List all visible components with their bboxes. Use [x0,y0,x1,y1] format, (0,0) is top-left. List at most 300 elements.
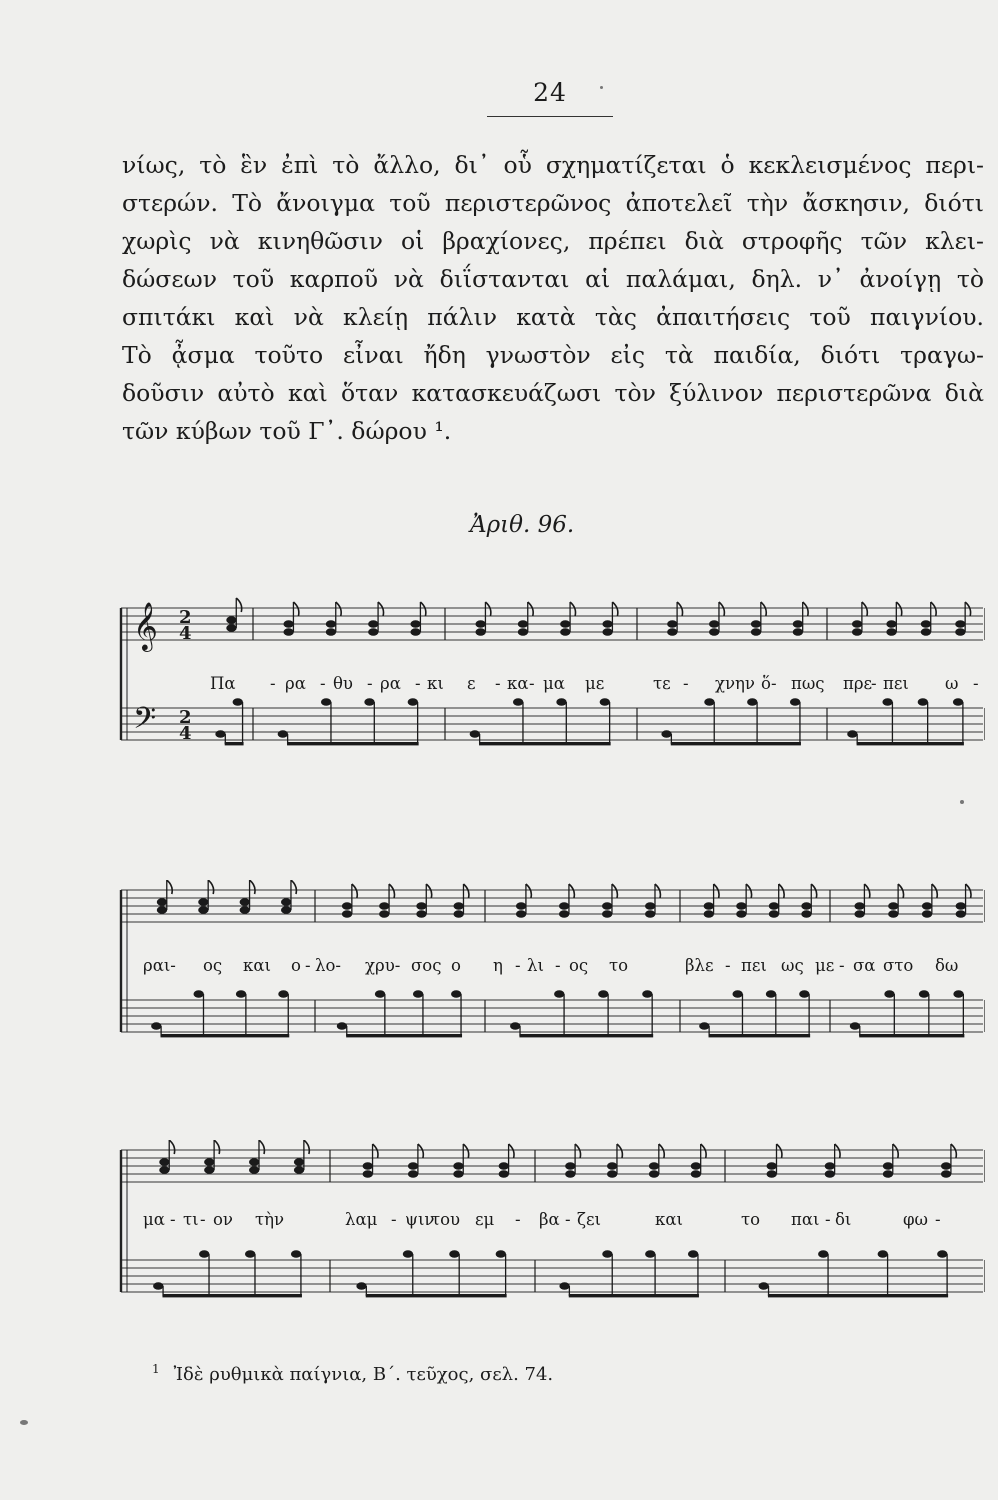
music-system [115,590,985,780]
note-beam [768,1294,948,1297]
lyric-syllable: - [555,956,561,975]
note-head [699,1022,709,1030]
note-head [408,1170,418,1178]
note-head [751,628,761,636]
paragraph-line: χωρὶς νὰ κινηθῶσιν οἱ βραχίονες, πρέπει διὰ στροφῆς τῶν κλει- [122,227,984,255]
note-head [732,990,742,998]
note-head [704,698,714,706]
lyric-syllable: πρε [843,674,873,693]
note-head [953,990,963,998]
note-head [560,628,570,636]
note-head [199,1250,209,1258]
note-head [886,628,896,636]
note-flag [951,1144,956,1158]
note-flag [250,880,255,894]
note-head [704,910,714,918]
note-head [364,698,374,706]
note-head [769,902,779,910]
lyric-syllable: - [391,1210,397,1229]
note-head [645,902,655,910]
treble-notes [342,884,469,918]
note-head [847,730,857,738]
note-head [560,620,570,628]
lyric-syllable: ος [569,956,589,975]
note-flag [932,884,937,898]
note-flag [378,602,383,616]
lyric-syllable: - [495,674,501,693]
note-head [291,1250,301,1258]
lyric-syllable: του [431,1210,461,1229]
note-flag [167,880,172,894]
note-head [955,620,965,628]
note-head [602,910,612,918]
note-head [759,1282,769,1290]
note-head [368,628,378,636]
lyric-syllable: τε [653,674,671,693]
note-head [151,1022,161,1030]
lyric-syllable: ο [451,956,461,975]
note-head [363,1170,373,1178]
paragraph-line: δοῦσιν αὐτὸ καὶ ὅταν κατασκευάζωσι τὸν ξύλινον περιστερῶνα διὰ [122,379,984,407]
note-head [884,990,894,998]
note-beam [161,1034,290,1037]
note-head [790,698,800,706]
note-head [751,620,761,628]
note-head [559,1282,569,1290]
bass-notes [278,698,419,745]
treble-notes [283,602,425,636]
lyric-syllable: ως [781,956,804,975]
note-head [825,1162,835,1170]
bass-notes [847,698,964,745]
note-beam [162,1294,301,1297]
lyric-syllable: ραι- [143,956,176,975]
note-head [793,628,803,636]
note-flag [779,884,784,898]
paragraph-line: στερών. Τὸ ἄνοιγμα τοῦ περιστερῶνος ἀποτελεῖ τὴν ἄσκησιν, διότι [122,189,984,217]
lyric-syllable: μα [543,674,565,693]
note-flag [214,1140,219,1154]
note-head [801,902,811,910]
note-head [410,620,420,628]
lyric-syllable: με [585,674,605,693]
note-flag [208,880,213,894]
note-head [825,1170,835,1178]
note-beam [709,1034,811,1037]
lyric-syllable: - [839,956,845,975]
note-head [283,628,293,636]
note-head [499,1170,509,1178]
note-head [649,1170,659,1178]
note-head [475,620,485,628]
note-head [249,1158,259,1166]
lyric-syllable: - [305,956,311,975]
lyric-syllable: ὅ [761,674,771,693]
paragraph-line: νίως, τὸ ἓν ἐπὶ τὸ ἄλλο, δι᾽ οὗ σχηματίζεται ὁ κεκλεισμένος περι- [122,151,984,179]
note-flag [463,1144,468,1158]
note-head [918,698,928,706]
note-beam [225,742,244,745]
note-head [878,1250,888,1258]
lyric-syllable: εμ [475,1210,495,1229]
note-head [453,902,463,910]
lyric-syllable: βα [539,1210,560,1229]
music-system [115,880,985,1080]
treble-notes [363,1144,514,1178]
body-paragraph [122,146,984,450]
note-head [559,902,569,910]
note-head [496,1250,506,1258]
note-head [937,1250,947,1258]
bass-notes [510,990,653,1037]
note-flag [862,602,867,616]
treble-notes [159,1140,309,1174]
time-signature-numerator: 2 [179,607,192,628]
note-head [470,730,480,738]
note-head [403,1250,413,1258]
note-flag [719,602,724,616]
bass-notes [661,698,801,745]
note-beam [287,742,419,745]
lyric-syllable: σος [411,956,442,975]
treble-staff [121,1150,983,1182]
note-head [379,902,389,910]
lyric-syllable: χρυ- [365,956,401,975]
note-head [416,910,426,918]
note-head [602,628,612,636]
note-head [518,628,528,636]
footnote-text: Ἰδὲ ρυθμικὰ παίγνια, Β΄. τεῦχος, σελ. 74. [173,1364,554,1385]
note-head [769,910,779,918]
note-head [249,1166,259,1174]
note-head [416,902,426,910]
note-head [667,620,677,628]
note-head [554,990,564,998]
lyric-syllable: - [200,1210,206,1229]
note-flag [659,1144,664,1158]
lyric-syllable: λο- [315,956,341,975]
lyric-syllable: ζει [577,1210,601,1229]
note-head [375,990,385,998]
note-flag [528,602,533,616]
note-head [281,898,291,906]
bass-notes [215,698,243,745]
note-flag [864,884,869,898]
treble-notes [854,884,971,918]
lyric-syllable: - [935,1210,941,1229]
note-head [956,910,966,918]
note-head [157,906,167,914]
lyric-syllable: πει [883,674,909,693]
note-head [233,698,243,706]
note-beam [346,1034,462,1037]
lyric-syllable: και [655,1210,683,1229]
lyric-syllable: το [741,1210,761,1229]
note-head [294,1166,304,1174]
note-head [326,628,336,636]
note-head [198,898,208,906]
note-head [240,898,250,906]
note-head [747,698,757,706]
lyric-syllable: - [367,674,373,693]
lyric-syllable: παι [791,1210,820,1229]
note-beam [671,742,801,745]
time-signature-denominator: 4 [179,723,192,744]
note-head [766,990,776,998]
note-head [921,620,931,628]
note-head [602,620,612,628]
note-head [159,1158,169,1166]
note-head [709,620,719,628]
note-flag [835,1144,840,1158]
note-head [408,1162,418,1170]
treble-notes [157,880,297,914]
note-head [326,620,336,628]
note-head [691,1162,701,1170]
lyric-syllable: - [725,956,731,975]
note-head [204,1158,214,1166]
lyric-syllable: - [415,674,421,693]
bass-notes [850,990,965,1037]
note-head [294,1158,304,1166]
note-head [602,902,612,910]
treble-notes [852,602,971,636]
note-beam [519,1034,653,1037]
lyric-syllable: λαμ [345,1210,378,1229]
footnote-marker: 1 [152,1362,160,1376]
note-flag [259,1140,264,1154]
note-head [649,1162,659,1170]
lyric-syllable: δι [835,1210,852,1229]
note-flag [893,1144,898,1158]
note-flag [655,884,660,898]
treble-notes [226,598,241,632]
print-speck [600,86,603,89]
note-flag [304,1140,309,1154]
paragraph-line: τῶν κύβων τοῦ Γ᾽. δώρου ¹. [122,417,452,445]
note-flag [677,602,682,616]
lyric-syllable: σα [853,956,876,975]
note-head [245,1250,255,1258]
note-head [688,1250,698,1258]
note-head [600,698,610,706]
lyric-syllable: η [493,956,503,975]
lyric-syllable: ε [467,674,476,693]
note-head [516,910,526,918]
bass-notes [559,1250,699,1297]
note-head [709,628,719,636]
lyric-syllable: δω [935,956,959,975]
note-flag [420,602,425,616]
note-flag [617,1144,622,1158]
note-head [793,620,803,628]
note-head [215,730,225,738]
note-head [766,1170,776,1178]
lyric-syllable: - [320,674,326,693]
note-head [518,620,528,628]
print-speck [20,1420,28,1425]
lyric-syllable: - [973,674,979,693]
treble-clef-icon: 𝄞 [133,601,158,650]
treble-notes [704,884,817,918]
note-flag [746,884,751,898]
note-head [449,1250,459,1258]
note-flag [352,884,357,898]
note-flag [570,602,575,616]
paragraph-line: σπιτάκι καὶ νὰ κλείῃ πάλιν κατὰ τὰς ἀπαιτήσεις τοῦ παιγνίου. [122,303,984,331]
note-flag [575,1144,580,1158]
note-head [413,990,423,998]
note-flag [761,602,766,616]
note-flag [526,884,531,898]
lyric-syllable: - [529,674,535,693]
note-head [607,1170,617,1178]
note-flag [612,602,617,616]
note-head [565,1162,575,1170]
note-head [956,902,966,910]
note-flag [714,884,719,898]
note-beam [857,742,964,745]
lyric-syllable: θυ [333,674,353,693]
treble-staff [121,890,983,922]
note-head [240,906,250,914]
note-flag [965,602,970,616]
bass-notes [356,1250,506,1297]
note-head [799,990,809,998]
note-head [607,1162,617,1170]
example-number-title: Ἀριθ. 96. [470,512,575,538]
lyric-syllable: τι [183,1210,199,1229]
bass-notes [337,990,462,1037]
staff-svg [115,1140,985,1320]
lyric-syllable: - [515,956,521,975]
note-head [598,990,608,998]
note-head [516,902,526,910]
note-head [953,698,963,706]
lyric-syllable: στο [883,956,914,975]
lyric-syllable: και [243,956,271,975]
note-head [661,730,671,738]
lyric-syllable: - [771,674,777,693]
note-beam [479,742,611,745]
lyric-syllable: ρα [285,674,306,693]
lyric-syllable: τὴν [255,1210,285,1229]
note-flag [966,884,971,898]
print-speck [960,800,964,804]
note-flag [418,1144,423,1158]
note-head [499,1162,509,1170]
note-head [408,698,418,706]
note-flag [701,1144,706,1158]
lyric-syllable: - [515,1210,521,1229]
note-head [852,620,862,628]
lyric-syllable: κα [507,674,529,693]
note-head [888,902,898,910]
note-head [356,1282,366,1290]
bass-notes [699,990,810,1037]
note-head [363,1162,373,1170]
note-head [736,910,746,918]
note-head [922,910,932,918]
lyric-syllable: το [609,956,629,975]
note-head [667,628,677,636]
lyric-syllable: ον [213,1210,233,1229]
note-head [850,1022,860,1030]
note-head [888,910,898,918]
note-head [513,698,523,706]
note-head [204,1166,214,1174]
note-head [321,698,331,706]
paragraph-line: δώσεων τοῦ καρποῦ νὰ διΐστανται αἱ παλάμαι, δηλ. ν᾽ ἀνοίγῃ τὸ [122,265,984,293]
note-flag [803,602,808,616]
lyric-syllable: φω [903,1210,929,1229]
note-head [801,910,811,918]
note-head [226,624,236,632]
note-flag [931,602,936,616]
lyric-syllable: Πα [210,674,236,693]
page-number: 24 [533,78,567,107]
lyric-syllable: ω [945,674,959,693]
lyric-syllable: ρα [380,674,401,693]
note-head [886,620,896,628]
note-flag [293,602,298,616]
lyric-syllable: λι [527,956,544,975]
staff-svg [115,880,985,1080]
note-head [559,910,569,918]
note-head [941,1162,951,1170]
note-head [921,628,931,636]
paragraph-line: Τὸ ᾆσμα τοῦτο εἶναι ἤδη γνωστὸν εἰς τὰ παιδία, διότι τραγω- [122,341,984,369]
note-head [159,1166,169,1174]
bass-notes [470,698,611,745]
bass-notes [151,990,289,1037]
lyric-syllable: ος [203,956,223,975]
note-head [766,1162,776,1170]
lyric-syllable: - [683,674,689,693]
note-head [453,910,463,918]
note-head [342,910,352,918]
music-system [115,1140,985,1320]
note-head [236,990,246,998]
note-flag [485,602,490,616]
note-head [704,902,714,910]
note-head [337,1022,347,1030]
note-flag [236,598,241,612]
treble-notes [475,602,617,636]
note-head [453,1170,463,1178]
lyric-syllable: ο [291,956,301,975]
note-flag [291,880,296,894]
note-head [645,1250,655,1258]
note-flag [776,1144,781,1158]
note-beam [859,1034,964,1037]
note-head [922,902,932,910]
note-head [379,910,389,918]
note-head [919,990,929,998]
note-flag [612,884,617,898]
note-flag [898,884,903,898]
note-head [198,906,208,914]
lyric-syllable: - [565,1210,571,1229]
lyric-syllable: χνην [715,674,755,693]
lyric-syllable: μα [143,1210,165,1229]
note-beam [569,1294,699,1297]
note-head [451,990,461,998]
lyric-syllable: πει [741,956,767,975]
note-head [278,730,288,738]
footnote [152,1362,553,1385]
note-head [283,620,293,628]
